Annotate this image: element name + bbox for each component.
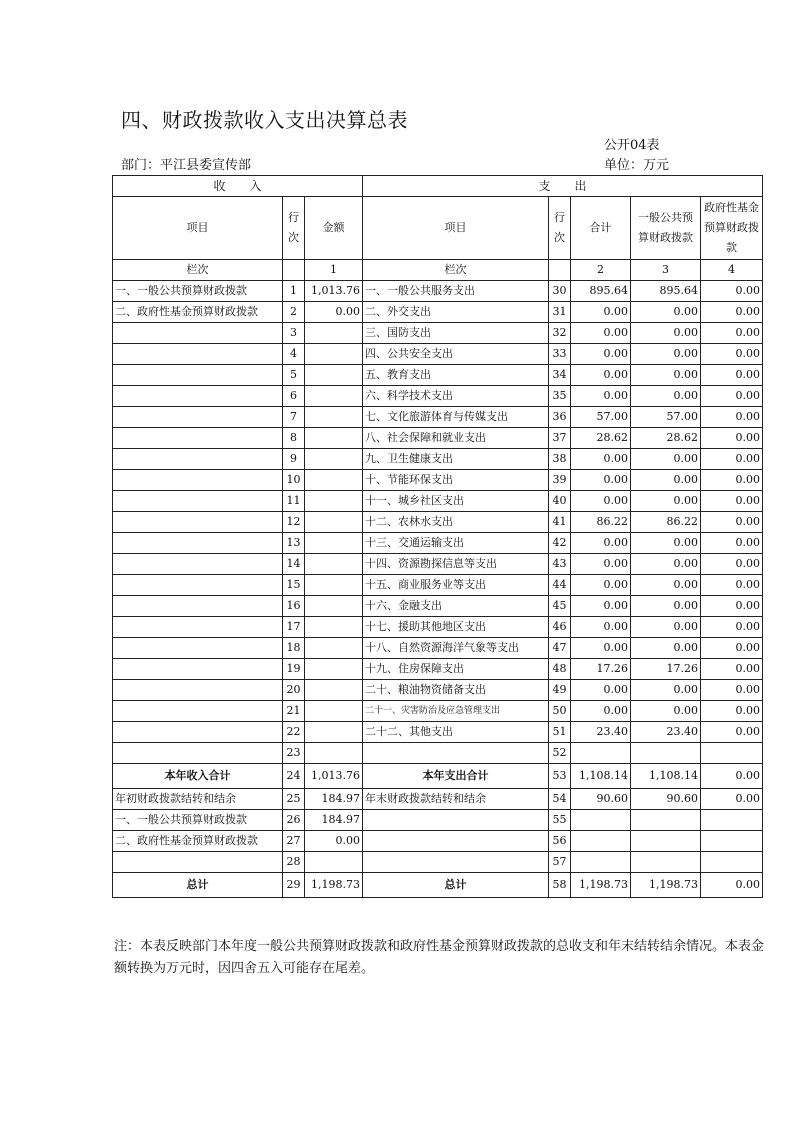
- column-index-row: [113, 260, 763, 281]
- income-amount-cell: 0.00: [305, 302, 363, 323]
- fund-budget-cell: [701, 831, 763, 852]
- expense-header: 支 出: [363, 176, 763, 197]
- form-code: 公开04表: [604, 138, 660, 153]
- general-budget-cell: 0.00: [631, 680, 701, 701]
- expense-item-cell: 本年支出合计: [363, 764, 549, 789]
- income-line-cell: 12: [283, 512, 305, 533]
- fund-budget-cell: 0.00: [701, 281, 763, 302]
- expense-item-cell: 二十一、灾害防治及应急管理支出: [363, 701, 549, 722]
- expense-item-cell: 十五、商业服务业等支出: [363, 575, 549, 596]
- income-amount-cell: [305, 638, 363, 659]
- expense-total-cell: [571, 810, 631, 831]
- table-row: [113, 810, 763, 831]
- total-header: 合计: [571, 197, 631, 260]
- income-amount-cell: [305, 533, 363, 554]
- expense-total-cell: 0.00: [571, 470, 631, 491]
- income-item-cell: 年初财政拨款结转和结余: [113, 789, 283, 810]
- expense-total-cell: 57.00: [571, 407, 631, 428]
- expense-item-cell: 九、卫生健康支出: [363, 449, 549, 470]
- expense-item-cell: 四、公共安全支出: [363, 344, 549, 365]
- income-line-cell: 28: [283, 852, 305, 873]
- expense-item-cell: 一、一般公共服务支出: [363, 281, 549, 302]
- fund-budget-cell: 0.00: [701, 764, 763, 789]
- fund-budget-cell: 0.00: [701, 575, 763, 596]
- income-line-cell: 10: [283, 470, 305, 491]
- table-row: [113, 680, 763, 701]
- income-amount-cell: [305, 617, 363, 638]
- table-row: [113, 575, 763, 596]
- table-row: [113, 365, 763, 386]
- income-line-cell: 23: [283, 743, 305, 764]
- expense-item-cell: 十二、农林水支出: [363, 512, 549, 533]
- expense-item-cell: 十三、交通运输支出: [363, 533, 549, 554]
- income-item-cell: 二、政府性基金预算财政拨款: [113, 831, 283, 852]
- expense-line-cell: 58: [549, 873, 571, 898]
- income-amount-cell: [305, 365, 363, 386]
- fund-budget-cell: 0.00: [701, 407, 763, 428]
- expense-item-cell: 十九、住房保障支出: [363, 659, 549, 680]
- income-item-cell: [113, 680, 283, 701]
- expense-item-cell: 十、节能环保支出: [363, 470, 549, 491]
- unit-label: 单位：万元: [604, 158, 670, 173]
- general-budget-cell: 0.00: [631, 302, 701, 323]
- fund-budget-cell: 0.00: [701, 596, 763, 617]
- income-line-cell: 22: [283, 722, 305, 743]
- fund-budget-cell: 0.00: [701, 365, 763, 386]
- income-amount-cell: [305, 428, 363, 449]
- income-line-cell: 21: [283, 701, 305, 722]
- expense-line-cell: 43: [549, 554, 571, 575]
- income-line-cell: 3: [283, 323, 305, 344]
- expense-item-cell: 十六、金融支出: [363, 596, 549, 617]
- table-row: [113, 512, 763, 533]
- expense-line-cell: 51: [549, 722, 571, 743]
- income-amount-cell: [305, 575, 363, 596]
- general-budget-cell: [631, 810, 701, 831]
- income-line-cell: 29: [283, 873, 305, 898]
- expense-total-cell: 0.00: [571, 701, 631, 722]
- income-item-cell: [113, 852, 283, 873]
- income-line-cell: 26: [283, 810, 305, 831]
- income-amount-cell: 1,013.76: [305, 764, 363, 789]
- expense-line-cell: 36: [549, 407, 571, 428]
- general-budget-cell: 0.00: [631, 323, 701, 344]
- general-budget-cell: 28.62: [631, 428, 701, 449]
- general-budget-cell: 0.00: [631, 575, 701, 596]
- income-item-cell: [113, 323, 283, 344]
- income-line-cell: 1: [283, 281, 305, 302]
- expense-line-cell: 35: [549, 386, 571, 407]
- section-header-row: [113, 176, 763, 197]
- fund-budget-cell: 0.00: [701, 428, 763, 449]
- general-budget-cell: 0.00: [631, 386, 701, 407]
- expense-total-cell: 0.00: [571, 638, 631, 659]
- expense-total-cell: 1,198.73: [571, 873, 631, 898]
- income-line-cell: 13: [283, 533, 305, 554]
- table-row: [113, 491, 763, 512]
- expense-item-cell: 二十、粮油物资储备支出: [363, 680, 549, 701]
- income-item-cell: [113, 344, 283, 365]
- expense-item-cell: 总计: [363, 873, 549, 898]
- expense-item-cell: [363, 743, 549, 764]
- expense-item-cell: 五、教育支出: [363, 365, 549, 386]
- income-item-cell: [113, 533, 283, 554]
- expense-total-cell: 28.62: [571, 428, 631, 449]
- expense-line-cell: 52: [549, 743, 571, 764]
- income-amount-cell: [305, 512, 363, 533]
- income-item-cell: [113, 386, 283, 407]
- general-budget-cell: 0.00: [631, 554, 701, 575]
- income-line-cell: 8: [283, 428, 305, 449]
- expense-item-cell: 十七、援助其他地区支出: [363, 617, 549, 638]
- expense-total-cell: 0.00: [571, 680, 631, 701]
- expense-line-cell: 40: [549, 491, 571, 512]
- table-row: [113, 701, 763, 722]
- fund-budget-cell: 0.00: [701, 533, 763, 554]
- table-row: [113, 470, 763, 491]
- income-amount-cell: [305, 344, 363, 365]
- fund-budget-cell: 0.00: [701, 617, 763, 638]
- expense-total-cell: 895.64: [571, 281, 631, 302]
- expense-total-cell: 0.00: [571, 344, 631, 365]
- fund-budget-cell: 0.00: [701, 470, 763, 491]
- general-budget-cell: 0.00: [631, 470, 701, 491]
- table-row: [113, 852, 763, 873]
- table-row: [113, 407, 763, 428]
- empty-cell: [549, 260, 571, 281]
- fund-budget-cell: 0.00: [701, 323, 763, 344]
- general-budget-cell: 0.00: [631, 617, 701, 638]
- income-item-cell: 一、一般公共预算财政拨款: [113, 281, 283, 302]
- table-row: [113, 722, 763, 743]
- general-budget-cell: 0.00: [631, 638, 701, 659]
- income-amount-cell: [305, 701, 363, 722]
- general-budget-cell: 0.00: [631, 491, 701, 512]
- income-amount-cell: [305, 554, 363, 575]
- col-label-2: 栏次: [363, 260, 549, 281]
- expense-total-cell: 0.00: [571, 386, 631, 407]
- expense-line-cell: 42: [549, 533, 571, 554]
- expense-item-cell: 二十二、其他支出: [363, 722, 549, 743]
- expense-total-cell: 17.26: [571, 659, 631, 680]
- expense-item-header: 项目: [363, 197, 549, 260]
- income-line-cell: 9: [283, 449, 305, 470]
- expense-item-cell: [363, 852, 549, 873]
- expense-item-cell: 年末财政拨款结转和结余: [363, 789, 549, 810]
- fund-budget-cell: 0.00: [701, 554, 763, 575]
- fund-budget-cell: 0.00: [701, 873, 763, 898]
- income-amount-cell: 0.00: [305, 831, 363, 852]
- expense-item-cell: 十四、资源勘探信息等支出: [363, 554, 549, 575]
- expense-total-cell: [571, 743, 631, 764]
- table-row: [113, 428, 763, 449]
- expense-item-cell: 十八、自然资源海洋气象等支出: [363, 638, 549, 659]
- fund-budget-cell: 0.00: [701, 659, 763, 680]
- fund-budget-cell: [701, 810, 763, 831]
- expense-item-cell: 七、文化旅游体育与传媒支出: [363, 407, 549, 428]
- income-line-cell: 17: [283, 617, 305, 638]
- income-amount-cell: [305, 491, 363, 512]
- income-item-cell: 二、政府性基金预算财政拨款: [113, 302, 283, 323]
- footnote: 注：本表反映部门本年度一般公共预算财政拨款和政府性基金预算财政拨款的总收支和年末结转结余情况。本表金额转换为万元时，因四舍五入可能存在尾差。: [114, 939, 765, 976]
- income-amount-cell: 184.97: [305, 810, 363, 831]
- income-item-cell: 本年收入合计: [113, 764, 283, 789]
- income-amount-cell: 184.97: [305, 789, 363, 810]
- general-budget-cell: 86.22: [631, 512, 701, 533]
- department-label: 部门：平江县委宣传部: [121, 158, 252, 173]
- expense-line-cell: 39: [549, 470, 571, 491]
- general-budget-cell: 0.00: [631, 344, 701, 365]
- expense-total-cell: 0.00: [571, 302, 631, 323]
- income-item-cell: [113, 428, 283, 449]
- general-budget-cell: 0.00: [631, 533, 701, 554]
- expense-line-cell: 46: [549, 617, 571, 638]
- table-row: [113, 659, 763, 680]
- general-budget-cell: [631, 852, 701, 873]
- income-line-cell: 11: [283, 491, 305, 512]
- expense-line-cell: 50: [549, 701, 571, 722]
- general-budget-cell: 0.00: [631, 449, 701, 470]
- table-row: [113, 617, 763, 638]
- income-item-cell: 一、一般公共预算财政拨款: [113, 810, 283, 831]
- page-title: 四、财政拨款收入支出决算总表: [121, 108, 408, 132]
- income-line-header: 行次: [283, 197, 305, 260]
- income-item-cell: [113, 617, 283, 638]
- income-line-cell: 2: [283, 302, 305, 323]
- income-item-cell: [113, 407, 283, 428]
- fund-budget-cell: 0.00: [701, 386, 763, 407]
- expense-total-cell: 0.00: [571, 365, 631, 386]
- income-amount-cell: 1,198.73: [305, 873, 363, 898]
- general-budget-cell: 895.64: [631, 281, 701, 302]
- expense-line-cell: 33: [549, 344, 571, 365]
- income-amount-cell: [305, 722, 363, 743]
- expense-total-cell: 0.00: [571, 533, 631, 554]
- income-item-cell: [113, 470, 283, 491]
- income-item-cell: [113, 575, 283, 596]
- general-budget-cell: [631, 743, 701, 764]
- income-line-cell: 19: [283, 659, 305, 680]
- income-amount-cell: 1,013.76: [305, 281, 363, 302]
- expense-total-cell: 90.60: [571, 789, 631, 810]
- income-item-cell: [113, 596, 283, 617]
- income-line-cell: 24: [283, 764, 305, 789]
- financial-summary-table: [112, 175, 763, 898]
- expense-line-cell: 47: [549, 638, 571, 659]
- fund-budget-cell: 0.00: [701, 722, 763, 743]
- table-row: [113, 302, 763, 323]
- expense-total-cell: 0.00: [571, 323, 631, 344]
- table-row: [113, 638, 763, 659]
- fund-budget-cell: 0.00: [701, 344, 763, 365]
- income-item-cell: [113, 659, 283, 680]
- expense-total-cell: 0.00: [571, 491, 631, 512]
- table-row: [113, 873, 763, 898]
- income-item-cell: [113, 512, 283, 533]
- table-row: [113, 533, 763, 554]
- expense-item-cell: 二、外交支出: [363, 302, 549, 323]
- income-item-cell: [113, 491, 283, 512]
- income-amount-cell: [305, 323, 363, 344]
- income-item-cell: [113, 722, 283, 743]
- expense-total-cell: 23.40: [571, 722, 631, 743]
- general-budget-cell: 23.40: [631, 722, 701, 743]
- expense-item-cell: 八、社会保障和就业支出: [363, 428, 549, 449]
- income-amount-cell: [305, 449, 363, 470]
- table-row: [113, 449, 763, 470]
- col-label: 栏次: [113, 260, 283, 281]
- column-header-row: [113, 197, 763, 260]
- col-index-4: 4: [701, 260, 763, 281]
- expense-line-cell: 53: [549, 764, 571, 789]
- general-budget-cell: 0.00: [631, 596, 701, 617]
- expense-item-cell: [363, 810, 549, 831]
- expense-line-cell: 54: [549, 789, 571, 810]
- expense-total-cell: 86.22: [571, 512, 631, 533]
- income-item-header: 项目: [113, 197, 283, 260]
- expense-total-cell: [571, 831, 631, 852]
- expense-total-cell: 1,108.14: [571, 764, 631, 789]
- expense-line-cell: 56: [549, 831, 571, 852]
- table-row: [113, 554, 763, 575]
- expense-line-header: 行次: [549, 197, 571, 260]
- income-amount-cell: [305, 852, 363, 873]
- fund-budget-cell: 0.00: [701, 491, 763, 512]
- income-item-cell: [113, 638, 283, 659]
- expense-total-cell: 0.00: [571, 617, 631, 638]
- expense-line-cell: 31: [549, 302, 571, 323]
- fund-budget-header: 政府性基金预算财政拨款: [701, 197, 763, 260]
- income-line-cell: 5: [283, 365, 305, 386]
- fund-budget-cell: 0.00: [701, 302, 763, 323]
- expense-item-cell: 十一、城乡社区支出: [363, 491, 549, 512]
- expense-line-cell: 37: [549, 428, 571, 449]
- fund-budget-cell: 0.00: [701, 680, 763, 701]
- expense-line-cell: 30: [549, 281, 571, 302]
- col-index-1: 1: [305, 260, 363, 281]
- income-line-cell: 15: [283, 575, 305, 596]
- expense-total-cell: 0.00: [571, 449, 631, 470]
- general-budget-cell: 0.00: [631, 365, 701, 386]
- income-header: 收 入: [113, 176, 363, 197]
- income-item-cell: [113, 449, 283, 470]
- fund-budget-cell: 0.00: [701, 449, 763, 470]
- table-row: [113, 831, 763, 852]
- income-amount-cell: [305, 659, 363, 680]
- table-row: [113, 281, 763, 302]
- table-row: [113, 386, 763, 407]
- expense-line-cell: 55: [549, 810, 571, 831]
- fund-budget-cell: 0.00: [701, 789, 763, 810]
- col-index-3: 3: [631, 260, 701, 281]
- income-amount-cell: [305, 386, 363, 407]
- income-line-cell: 6: [283, 386, 305, 407]
- income-line-cell: 25: [283, 789, 305, 810]
- fund-budget-cell: 0.00: [701, 638, 763, 659]
- expense-line-cell: 48: [549, 659, 571, 680]
- expense-item-cell: 三、国防支出: [363, 323, 549, 344]
- general-budget-cell: 1,108.14: [631, 764, 701, 789]
- income-line-cell: 16: [283, 596, 305, 617]
- general-budget-header: 一般公共预算财政拨款: [631, 197, 701, 260]
- income-line-cell: 20: [283, 680, 305, 701]
- expense-line-cell: 38: [549, 449, 571, 470]
- table-row: [113, 344, 763, 365]
- table-row: [113, 323, 763, 344]
- expense-total-cell: 0.00: [571, 554, 631, 575]
- income-item-cell: [113, 701, 283, 722]
- expense-line-cell: 49: [549, 680, 571, 701]
- expense-line-cell: 32: [549, 323, 571, 344]
- expense-total-cell: 0.00: [571, 596, 631, 617]
- income-item-cell: [113, 554, 283, 575]
- table-row: [113, 743, 763, 764]
- general-budget-cell: 17.26: [631, 659, 701, 680]
- table-row: [113, 596, 763, 617]
- expense-line-cell: 41: [549, 512, 571, 533]
- fund-budget-cell: 0.00: [701, 701, 763, 722]
- general-budget-cell: 57.00: [631, 407, 701, 428]
- income-line-cell: 27: [283, 831, 305, 852]
- expense-line-cell: 45: [549, 596, 571, 617]
- expense-total-cell: 0.00: [571, 575, 631, 596]
- table-row: [113, 764, 763, 789]
- income-item-cell: 总计: [113, 873, 283, 898]
- fund-budget-cell: [701, 852, 763, 873]
- table-row: [113, 789, 763, 810]
- general-budget-cell: 90.60: [631, 789, 701, 810]
- income-line-cell: 7: [283, 407, 305, 428]
- income-amount-cell: [305, 680, 363, 701]
- income-item-cell: [113, 365, 283, 386]
- expense-item-cell: 六、科学技术支出: [363, 386, 549, 407]
- general-budget-cell: 0.00: [631, 701, 701, 722]
- income-line-cell: 4: [283, 344, 305, 365]
- empty-cell: [283, 260, 305, 281]
- col-index-2: 2: [571, 260, 631, 281]
- income-amount-cell: [305, 743, 363, 764]
- expense-item-cell: [363, 831, 549, 852]
- income-line-cell: 14: [283, 554, 305, 575]
- fund-budget-cell: [701, 743, 763, 764]
- income-item-cell: [113, 743, 283, 764]
- amount-header: 金额: [305, 197, 363, 260]
- income-amount-cell: [305, 596, 363, 617]
- general-budget-cell: [631, 831, 701, 852]
- general-budget-cell: 1,198.73: [631, 873, 701, 898]
- fund-budget-cell: 0.00: [701, 512, 763, 533]
- income-line-cell: 18: [283, 638, 305, 659]
- income-amount-cell: [305, 407, 363, 428]
- expense-total-cell: [571, 852, 631, 873]
- income-amount-cell: [305, 470, 363, 491]
- expense-line-cell: 44: [549, 575, 571, 596]
- expense-line-cell: 57: [549, 852, 571, 873]
- expense-line-cell: 34: [549, 365, 571, 386]
